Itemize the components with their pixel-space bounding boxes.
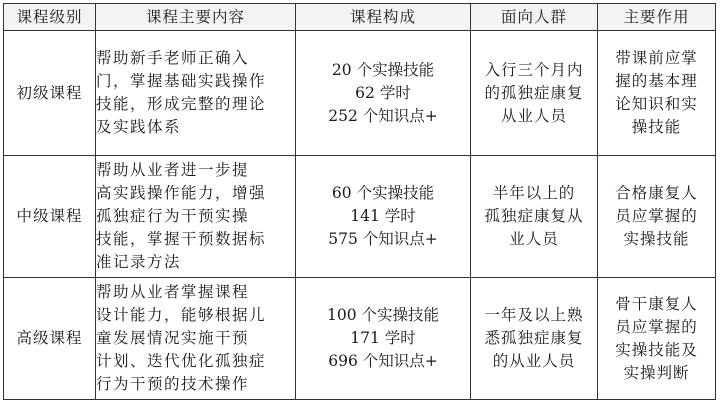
header-row xyxy=(4,4,716,31)
audience-line: 悉孤独症康复 xyxy=(484,329,584,347)
composition-line: 575 个知识点+ xyxy=(328,230,438,248)
table-header xyxy=(4,4,716,31)
audience-line: 一年及以上熟 xyxy=(484,306,584,324)
role-cell xyxy=(598,31,716,156)
content-line: 帮助新手老师正确入 xyxy=(96,49,250,67)
audience-line: 的孤独症康复 xyxy=(484,83,584,102)
table-row xyxy=(4,156,716,278)
composition-cell xyxy=(296,278,471,400)
table-body xyxy=(4,31,716,400)
content-line: 孤独症行为干预实操 xyxy=(96,207,250,225)
audience-line: 入行三个月内 xyxy=(484,60,584,79)
composition-line: 20 个实操技能 xyxy=(331,60,435,79)
role-line: 握的基本理 xyxy=(615,72,698,90)
role-line: 骨干康复人 xyxy=(615,294,698,313)
audience-line: 孤独症康复从 xyxy=(484,207,584,225)
audience-line: 半年以上的 xyxy=(492,184,576,202)
content-line: 帮助从业者掌握课程 xyxy=(96,283,250,301)
role-line: 实操技能 xyxy=(623,230,690,248)
audience-line: 业人员 xyxy=(509,230,559,248)
content-cell xyxy=(96,278,296,400)
role-cell xyxy=(598,278,716,400)
content-line: 技能，形成完整的理论 xyxy=(96,95,267,113)
content-cell xyxy=(96,156,296,278)
composition-cell xyxy=(296,31,471,156)
table-row xyxy=(4,278,716,400)
header-composition: 课程构成 xyxy=(296,4,471,31)
content-line: 及实践体系 xyxy=(96,118,182,136)
role-line: 员应掌握的 xyxy=(615,207,698,225)
content-line: 行为干预的技术操作 xyxy=(96,375,250,393)
content-line: 门，掌握基础实践操作 xyxy=(96,72,267,90)
composition-cell xyxy=(296,156,471,278)
content-cell xyxy=(96,31,296,156)
role-line: 实操判断 xyxy=(623,363,690,382)
table-row xyxy=(4,31,716,156)
level-cell: 初级课程 xyxy=(4,31,96,156)
header-level: 课程级别 xyxy=(4,4,96,31)
audience-cell xyxy=(471,156,598,278)
composition-line: 141 学时 xyxy=(350,207,416,225)
content-line: 设计能力，能够根据儿 xyxy=(96,306,267,324)
audience-line: 的从业人员 xyxy=(492,352,576,370)
header-role: 主要作用 xyxy=(598,4,716,31)
header-content: 课程主要内容 xyxy=(96,4,296,31)
content-line: 技能，掌握干预数据标 xyxy=(96,230,267,248)
content-line: 高实践操作能力，增强 xyxy=(96,184,267,202)
audience-cell xyxy=(471,278,598,400)
role-line: 员应掌握的 xyxy=(615,317,698,336)
role-line: 实操技能及 xyxy=(615,340,698,359)
audience-line: 从业人员 xyxy=(500,106,567,125)
level-cell: 中级课程 xyxy=(4,156,96,278)
content-line: 帮助从业者进一步提 xyxy=(96,161,250,179)
composition-line: 252 个知识点+ xyxy=(328,106,438,125)
content-line: 童发展情况实施干预 xyxy=(96,329,250,347)
role-line: 带课前应掌 xyxy=(615,49,698,67)
role-line: 论知识和实 xyxy=(615,95,698,113)
content-line: 计划、迭代优化孤独症 xyxy=(96,352,267,370)
level-cell: 高级课程 xyxy=(4,278,96,400)
composition-line: 171 学时 xyxy=(350,329,416,347)
composition-line: 60 个实操技能 xyxy=(331,184,435,202)
course-table xyxy=(3,3,716,400)
role-line: 合格康复人 xyxy=(615,184,698,202)
role-cell xyxy=(598,156,716,278)
composition-line: 62 学时 xyxy=(355,83,411,102)
audience-cell xyxy=(471,31,598,156)
header-audience: 面向人群 xyxy=(471,4,598,31)
content-line: 准记录方法 xyxy=(96,253,182,271)
role-line: 操技能 xyxy=(631,118,682,136)
composition-line: 100 个实操技能 xyxy=(326,306,439,324)
composition-line: 696 个知识点+ xyxy=(328,352,438,370)
